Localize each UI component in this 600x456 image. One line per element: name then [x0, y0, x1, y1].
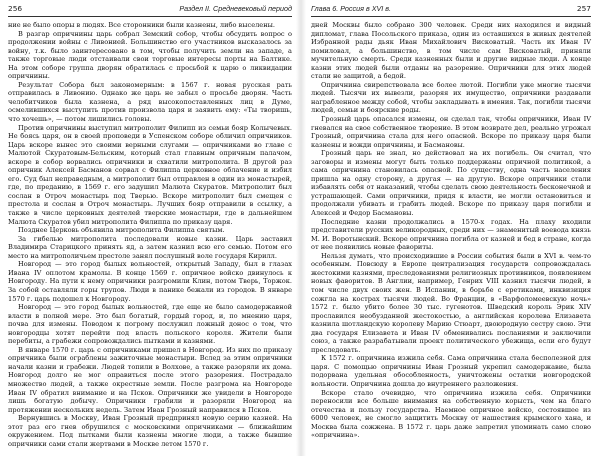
paragraph: В разгар опричнины царь собрал Земский собор, чтобы обсудить вопрос о продолжении войны с Ливонией. Большинство его участников высказалось за войну, т.к. было заинтересовано в том, чтобы получить земли на западе, а также торговые люди отстаивали свои торговые интересы порты на Балтике. На этом соборе группа дворян обратилась с просьбой к царю о ликвидации опричнины. [8, 29, 292, 81]
paragraph: Грозный царь не знал, но действовал на их погибель. Он считал, что заговоры и измены могут быть только поддержаны опричной политикой, а сама опричнина становилась опасной. По существу, одна часть населения пришла на одну сторону, а другая — на другую. Вскоре опричники стали избавлять себя от наказаний, чтобы сделать свою деятельность бесконечной и устрашающей. Сами опричники, придя к власти, не могли остановиться и продолжали убивать и грабить людей. Вскоре по приказу царя погибли и Алексей и Федор Басмановы. [311, 149, 591, 218]
paragraph: Против опричнины выступил митрополит Филипп из семьи бояр Колычевых. Не боясь царя, он в своей проповеди в Успенском соборе обличил опричников. Царь вскоре вынес это своими верными слугами — опричниками во главе с Малютой Скуратовым-Бельским, который стал главным опричным палачом, вскоре в собор ворвались опричники и схватили митрополита. В другой раз опричник Алексей Басманов сорвал с Филиппа церковное облачение и избил его. Суд был неправедным, а митрополит был отправлен в один из монастырей, где, по преданию, в 1569 г. его задушил Малюта Скуратов. Митрополит был сослан в Отроч монастырь под Тверью. Вскоре митрополит был смещен с престола и сослан в Отроч монастырь. Лучших бояр отправили в ссылку, а также в числе церковных деятелей тверские монастыри, где в дальнейшем Малюта Скуратов убил митрополита Филиппа по приказу царя. [8, 123, 292, 226]
paragraph: Результат Собора был закономерным: в 1567 г. новая русская рать отправилась в Ливонию. Однако же царь не забыл о просьбе дворян. Часть челобитчиков была казнена, а ряд высокопоставленных лиц в Думе, осмелившихся выступить против произвола царя и заявить ему: «Ты творишь, что хочешь», — потом лишились головы. [8, 80, 292, 124]
left-page-number: 256 [8, 4, 23, 13]
paragraph: Последние казни продолжались в 1570-х годах. На плаху входили представители русских великородных, среди них — знаменитый воевода князь М. И. Воротынский. Вскоре опричнина погибла от казней и бед в стране, когда от нее появились новые фавориты. [311, 217, 591, 252]
left-page-header [8, 0, 292, 14]
left-page-body [8, 21, 292, 448]
paragraph: Вскоре стало очевидно, что опричнина изжила себя. Опричники переносили все больше внимания на собственную корысть, чем на благо отечества и пользу государства. Наемное опричное войско, состоявшее из 6000 человек, не смогло защитить Москву от нашествия крымского хана, и Москва была сожжена. В 1572 г. царь даже запретил упоминать само слово «опричнина». [311, 388, 591, 440]
paragraph: Новгород — это город былых вольностей, где еще не было самодержавной власти в полной мере. Это был богатый, гордый город, и, по мнению царя, почва для измены. Поводом к погрому послужил ложный донос о том, что новгородцы хотят перейти под власть польского короля. Жители были перебиты, а грабежи сопровождались пытками и казнями. [8, 303, 292, 346]
paragraph: Вернувшись в Москву, Иван Грозный предпринял новую серию казней. На этот раз его гнев обрушился с московскими опричниками — ближайшим окружением. Под пытками были казнены многие люди, а также бывшие опричники сами стали жертвами в Москве летом 1570 г. [8, 414, 292, 448]
paragraph: Нельзя думать, что происходившие в России события были в XVI в. чем-то особенным. Повсюду в Европе централизация государств сопровождалась жестокими казнями, преследованиями религиозных противников, появлением новых фаворитов. В Англии, например, Генрих VIII казнил тысячи людей, в том числе двух своих жен. В Испании, в борьбе с еретиками, инквизиция сожгла на кострах тысячи людей. Во Франции, в «Варфоломеевскую ночь» 1572 г. было убито более 30 тыс. гугенотов. Шведский король Эрик XIV прославился необузданной жестокостью, а английская королева Елизавета казнила шотландскую королеву Марию Стюарт, двоюродную сестру свою. Эти два государя Елизавета и Иван IV обменивались посланиями и заключили союз, а также разрабатывали проект политического убежища, если его будут преследовать. [311, 251, 591, 354]
left-header-rule [8, 16, 292, 17]
paragraph: Новгород — это город былых вольностей, открытый Западу, был в глазах Ивана IV оплотом крамолы. В конце 1569 г. опричное войско двинулось к Новгороду. На пути к нему опричники разгромили Клин, потом Тверь, Торжок. За собой оставляли горы трупов. Люди в панике бежали из городов. В январе 1570 г. царь подошел к Новгороду. [8, 260, 292, 303]
paragraph: За гибелью митрополита последовали новые казни. Царь заставил Владимира Старицкого принять яд, а затем казнил всю его семью. Потом его место на митрополичьем престоле занял послушный воле государя Кирилл. [8, 234, 292, 260]
paragraph: дней Москвы было собрано 300 человек. Среди них находился и видный дипломат, глава Посольского приказа, один из оставшихся в живых деятелей Избранной рады дьяк Иван Михайлович Висковатый. Часть их Иван IV помиловал, а большинство, в том числе сам Висковатый, приняли мучительную смерть. Среди казненных были и другие видные люди. А конце казни этих людей были отданы на разорение. Опричники для этих людей стали не защитой, а бедой. [311, 21, 591, 81]
paragraph: В январе 1570 г. царь с опричниками пришел в Новгород. Из них по приказу опричника были ограблены зажиточные монастыри. Вслед за этим опричники начали казни и грабежи. Людей топили в Волхове, а также разоряли их дома. Новгород долго не мог оправиться после этого разорения. Пострадало множество людей, а также окрестные земли. После разгрома на Новгороде Иван IV обратил внимание и на Псков. Опричники же увидели в Новгороде лишь богатую добычу. Опричники грабили и разоряли Новгород на протяжении нескольких недель. Затем Иван Грозный направился в Псков. [8, 345, 292, 414]
paragraph: Грозный царь опасался измены, он сделал так, чтобы опричники, Иван IV гневался на свое собственное творение. В этом возврате дел, реально угрожал Грозный, опричнина стала для него опасной. Вскоре по приказу царя были казнены и вожди опричнины, и Басмановы. [311, 115, 591, 149]
right-page [300, 0, 600, 456]
right-page-header [311, 0, 591, 14]
paragraph: Позднее Церковь объявила митрополита Филиппа святым. [18, 226, 225, 235]
paragraph: Опричнина свирепствовала все более лютой. Погибли уже многие тысячи людей. Тысячи их вывезли, разоряя их имущество, опричники раздавали награбленное между собой, чтобы закладывать в имения. Так, погибли тысячи людей, семьи и боярские роды. [311, 80, 591, 115]
left-running-head: Раздел II. Средневековый период [179, 4, 292, 13]
right-running-head: Глава 6. Россия в XVI в. [311, 4, 392, 13]
right-page-body [311, 21, 591, 440]
right-page-number: 257 [576, 4, 591, 13]
paragraph: ние не было опоры в людях. Все сторонники были казнены, либо выселены. [8, 21, 275, 29]
right-header-rule [311, 16, 591, 17]
paragraph: К 1572 г. опричнина изжила себя. Сама опричнина стала бесполезной для царя. С помощью опричнины Иван Грозный укрепил самодержавие, была подорвана удельная обособленность, уничтожены остатки новгородской вольности. Опричнина дошла до внутреннего разложения. [311, 354, 591, 388]
